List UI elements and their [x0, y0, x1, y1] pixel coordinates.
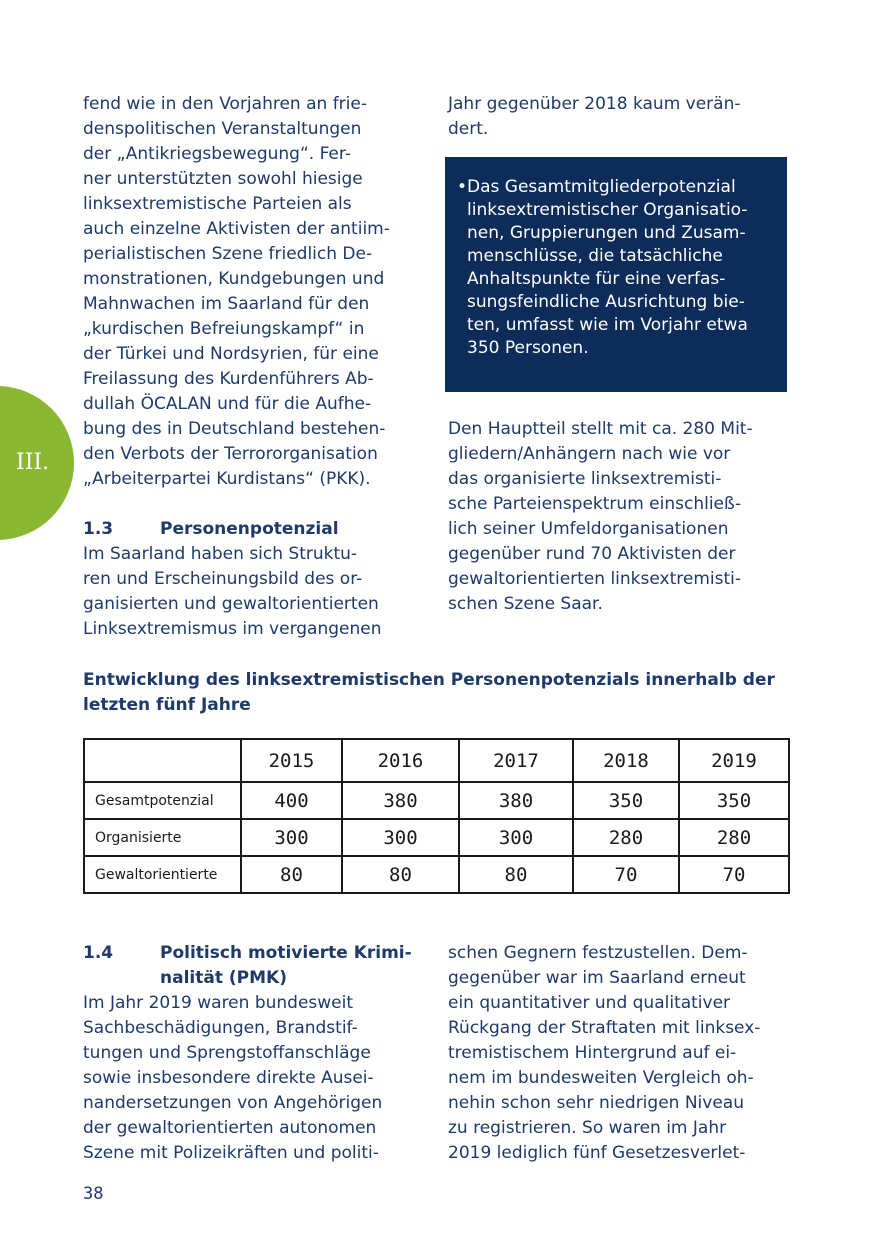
text-line: fend wie in den Vorjahren an frie-: [83, 94, 367, 114]
table-row: [84, 782, 789, 819]
text-line: dullah ÖCALAN und für die Aufhe-: [83, 394, 372, 414]
text-line: 350 Personen.: [467, 338, 589, 358]
body-paragraph: [83, 92, 425, 492]
section-paragraph: [83, 991, 425, 1166]
table-cell: 300: [241, 819, 342, 856]
text-line: ner unterstützten sowohl hiesige: [83, 169, 363, 189]
section-number: 1.4: [83, 943, 114, 963]
right-column-top: [448, 417, 790, 617]
text-line: sowie insbesondere direkte Ausei-: [83, 1068, 374, 1088]
text-line: nen, Gruppierungen und Zusam-: [467, 223, 746, 243]
text-line: tungen und Sprengstoffanschläge: [83, 1043, 371, 1063]
table-cell: 70: [573, 856, 679, 893]
table-cell: 380: [342, 782, 459, 819]
text-line: zu registrieren. So waren im Jahr: [448, 1118, 727, 1138]
page-number: 38: [83, 1184, 104, 1204]
section-title: [160, 941, 425, 991]
year-header: 2015: [241, 739, 342, 782]
table-row: [84, 856, 789, 893]
section-heading-1-4: [83, 941, 425, 991]
table-cell: 350: [679, 782, 789, 819]
text-line: Sachbeschädigungen, Brandstif-: [83, 1018, 358, 1038]
section-paragraph: [83, 542, 425, 642]
text-line: schen Szene Saar.: [448, 594, 603, 614]
text-line: tremistischem Hintergrund auf ei-: [448, 1043, 737, 1063]
table-corner-cell: [84, 739, 241, 782]
table-cell: 300: [459, 819, 573, 856]
intro-paragraph: [448, 92, 790, 142]
year-header: 2016: [342, 739, 459, 782]
row-label: Organisierte: [84, 819, 241, 856]
text-line: linksextremistischer Organisatio-: [467, 200, 748, 220]
text-line: das organisierte linksextremisti-: [448, 469, 722, 489]
text-line: der Türkei und Nordsyrien, für eine: [83, 344, 379, 364]
text-line: Mahnwachen im Saarland für den: [83, 294, 370, 314]
text-line: Im Jahr 2019 waren bundesweit: [83, 993, 354, 1013]
table-cell: 80: [459, 856, 573, 893]
section-heading-1-3: [83, 517, 425, 542]
text-line: der „Antikriegsbewegung“. Fer-: [83, 144, 351, 164]
chapter-tab-label: III.: [16, 450, 50, 475]
year-header: 2019: [679, 739, 789, 782]
table-row: [84, 819, 789, 856]
text-line: gliedern/Anhängern nach wie vor: [448, 444, 731, 464]
text-line: Jahr gegenüber 2018 kaum verän-: [448, 94, 741, 114]
text-line: ein quantitativer und qualitativer: [448, 993, 731, 1013]
text-line: nalität (PMK): [160, 968, 287, 988]
table-cell: 380: [459, 782, 573, 819]
text-line: gegenüber rund 70 Aktivisten der: [448, 544, 736, 564]
table-cell: 80: [241, 856, 342, 893]
table-title: [83, 668, 793, 718]
left-column-top: [83, 92, 425, 642]
text-line: Im Saarland haben sich Struktu-: [83, 544, 358, 564]
text-line: Szene mit Polizeikräften und politi-: [83, 1143, 379, 1163]
table-cell: 400: [241, 782, 342, 819]
table-cell: 300: [342, 819, 459, 856]
text-line: nehin schon sehr niedrigen Niveau: [448, 1093, 744, 1113]
personenpotenzial-table: [83, 738, 790, 894]
row-label: Gesamtpotenzial: [84, 782, 241, 819]
text-line: denspolitischen Veranstaltungen: [83, 119, 362, 139]
text-line: dert.: [448, 119, 489, 139]
text-line: perialistischen Szene friedlich De-: [83, 244, 373, 264]
year-header: 2017: [459, 739, 573, 782]
text-line: der gewaltorientierten autonomen: [83, 1118, 377, 1138]
text-line: schen Gegnern festzustellen. Dem-: [448, 943, 748, 963]
text-line: Das Gesamtmitgliederpotenzial: [467, 177, 736, 197]
section-title: Personenpotenzial: [160, 519, 339, 539]
table-cell: 70: [679, 856, 789, 893]
text-line: Rückgang der Straftaten mit linksex-: [448, 1018, 761, 1038]
row-label: Gewaltorientierte: [84, 856, 241, 893]
left-column-bottom: [83, 941, 425, 1166]
text-line: gewaltorientierten linksextremisti-: [448, 569, 741, 589]
text-line: letzten fünf Jahre: [83, 695, 251, 715]
right-column-intro: [448, 92, 790, 142]
body-paragraph: [448, 417, 790, 617]
text-line: lich seiner Umfeldorganisationen: [448, 519, 729, 539]
text-line: bung des in Deutschland bestehen-: [83, 419, 386, 439]
text-line: Entwicklung des linksextremistischen Personenpotenzials innerhalb der: [83, 670, 775, 690]
year-header: 2018: [573, 739, 679, 782]
right-column-bottom: [448, 941, 790, 1166]
callout-text: [467, 176, 765, 360]
table-cell: 280: [679, 819, 789, 856]
table-header-row: [84, 739, 789, 782]
body-paragraph: [448, 941, 790, 1166]
text-line: den Verbots der Terrororganisation: [83, 444, 378, 464]
text-line: linksextremistische Parteien als: [83, 194, 352, 214]
table-cell: 80: [342, 856, 459, 893]
text-line: sche Parteienspektrum einschließ-: [448, 494, 742, 514]
text-line: ren und Erscheinungsbild des or-: [83, 569, 363, 589]
text-line: 2019 lediglich fünf Gesetzesverlet-: [448, 1143, 746, 1163]
text-line: Linksextremismus im vergangenen: [83, 619, 382, 639]
text-line: Den Hauptteil stellt mit ca. 280 Mit-: [448, 419, 753, 439]
text-line: Politisch motivierte Krimi-: [160, 943, 412, 963]
text-line: menschlüsse, die tatsächliche: [467, 246, 723, 266]
table-cell: 280: [573, 819, 679, 856]
text-line: nandersetzungen von Angehörigen: [83, 1093, 383, 1113]
text-line: ten, umfasst wie im Vorjahr etwa: [467, 315, 748, 335]
text-line: Freilassung des Kurdenführers Ab-: [83, 369, 374, 389]
text-line: auch einzelne Aktivisten der antiim-: [83, 219, 390, 239]
callout-box: [445, 157, 787, 392]
text-line: monstrationen, Kundgebungen und: [83, 269, 385, 289]
table-cell: 350: [573, 782, 679, 819]
text-line: Anhaltspunkte für eine verfas-: [467, 269, 726, 289]
bullet-icon: •: [457, 177, 468, 197]
text-line: sungsfeindliche Ausrichtung bie-: [467, 292, 745, 312]
section-number: 1.3: [83, 519, 114, 539]
text-line: gegenüber war im Saarland erneut: [448, 968, 746, 988]
text-line: „Arbeiterpartei Kurdistans“ (PKK).: [83, 469, 371, 489]
text-line: „kurdischen Befreiungskampf“ in: [83, 319, 365, 339]
text-line: ganisierten und gewaltorientierten: [83, 594, 379, 614]
text-line: nem im bundesweiten Vergleich oh-: [448, 1068, 754, 1088]
